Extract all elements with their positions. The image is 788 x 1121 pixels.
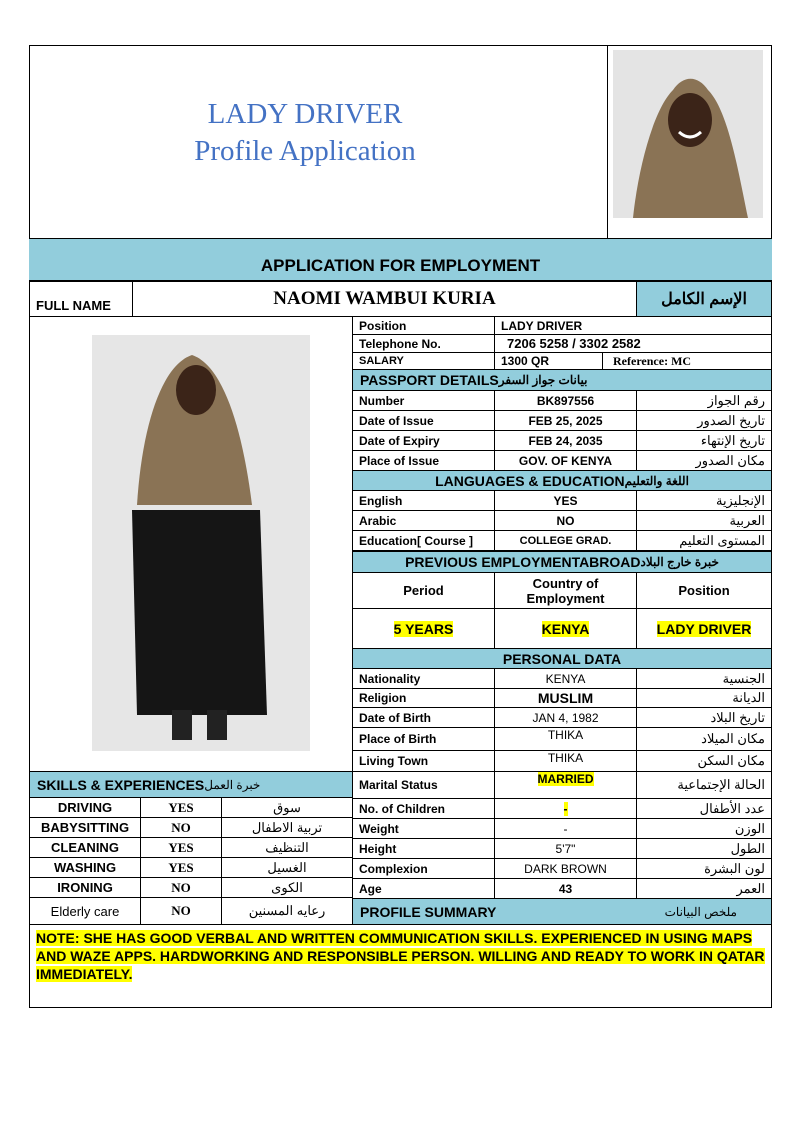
telephone-label: Telephone No. [352,334,495,353]
personal-row-label: Place of Birth [352,727,495,751]
personal-row-value: 43 [558,881,573,896]
personal-row-label: Complexion [352,858,495,879]
employment-position-cell [636,608,772,649]
skills-row-label-ar: تربية الاطفال [221,817,353,838]
salary-label: SALARY [352,352,495,370]
personal-row-label-ar: لون البشرة [636,858,772,879]
personal-row-label: Height [352,838,495,859]
title-line-2: Profile Application [194,135,416,167]
skills-row-label-ar: رعايه المسنين [221,897,353,925]
personal-row-label: Nationality [352,668,495,689]
personal-row-value-cell [494,727,637,751]
skills-row-label-ar: الغسيل [221,857,353,878]
languages-heading-ar: اللغة والتعليم [624,473,689,488]
full-name-label: FULL NAME [29,281,133,317]
personal-row-value-cell [494,858,637,879]
position-value: LADY DRIVER [494,316,772,335]
skills-heading-ar: خبرة العمل [204,777,261,792]
employment-heading [352,551,772,573]
employment-col-period: Period [352,572,495,609]
employment-col-position: Position [636,572,772,609]
language-row-value: YES [494,490,637,511]
full-body-image [92,335,310,751]
employment-heading-en: PREVIOUS EMPLOYMENTABROAD [405,554,641,570]
skills-row-label: CLEANING [29,837,141,858]
salary-value: 1300 QR [494,352,603,370]
skills-row-label-ar: الكوى [221,877,353,898]
personal-row-value: JAN 4, 1982 [532,710,599,725]
personal-row-value-cell [494,771,637,799]
passport-row-label: Date of Issue [352,410,495,431]
full-name-label-ar: الإسم الكامل [636,281,772,317]
personal-row-value: 5'7" [555,841,576,856]
personal-row-label: Age [352,878,495,899]
personal-row-value: THIKA [547,728,584,742]
personal-row-label-ar: تاريخ البلاد [636,707,772,728]
skills-row-label-ar: سوق [221,797,353,818]
personal-row-label: Living Town [352,750,495,772]
full-body-photo [92,335,310,751]
personal-row-label-ar: الوزن [636,818,772,839]
skills-row-value: NO [140,877,222,898]
skills-row-value: YES [140,797,222,818]
employment-heading-ar: خبرة خارج البلاد [640,555,719,569]
personal-row-label: No. of Children [352,798,495,819]
personal-row-label: Religion [352,688,495,708]
personal-row-label-ar: الديانة [636,688,772,708]
passport-row-label: Date of Expiry [352,430,495,451]
personal-row-value: - [563,801,568,816]
personal-row-value: KENYA [545,671,586,686]
personal-row-label-ar: الحالة الإجتماعية [636,771,772,799]
position-label: Position [352,316,495,335]
language-row-label: Arabic [352,510,495,531]
reference-value: Reference: MC [602,352,772,370]
personal-row-value: MARRIED [537,772,594,786]
personal-row-label: Date of Birth [352,707,495,728]
skills-row-label: DRIVING [29,797,141,818]
personal-heading [352,648,772,669]
personal-row-value: THIKA [547,751,584,765]
language-row-label: English [352,490,495,511]
passport-row-label: Place of Issue [352,450,495,471]
skills-row-value: NO [140,897,222,925]
personal-row-label-ar: العمر [636,878,772,899]
personal-row-value-cell [494,688,637,708]
passport-heading [352,369,772,391]
skills-row-label: Elderly care [29,897,141,925]
personal-row-value-cell [494,750,637,772]
personal-row-value-cell [494,878,637,899]
passport-row-label-ar: رقم الجواز [636,390,772,411]
employment-col-country: Country of Employment [494,572,637,609]
passport-row-label: Number [352,390,495,411]
skills-heading-en: SKILLS & EXPERIENCES [37,776,205,793]
employment-country: KENYA [541,620,590,637]
personal-row-label-ar: مكان الميلاد [636,727,772,751]
personal-row-label-ar: الجنسية [636,668,772,689]
personal-row-value: - [563,821,568,836]
employment-position: LADY DRIVER [656,620,752,637]
passport-row-value: FEB 25, 2025 [494,410,637,431]
skills-row-label: IRONING [29,877,141,898]
passport-row-label-ar: تاريخ الصدور [636,410,772,431]
personal-row-value-cell [494,818,637,839]
personal-row-label: Marital Status [352,771,495,799]
profile-note [36,929,766,983]
language-row-value: COLLEGE GRAD. [494,530,637,551]
language-row-label-ar: الإنجليزية [636,490,772,511]
personal-row-value-cell [494,798,637,819]
personal-row-label-ar: عدد الأطفال [636,798,772,819]
passport-row-label-ar: تاريخ الإنتهاء [636,430,772,451]
employment-period: 5 YEARS [393,620,454,637]
passport-row-value: BK897556 [494,390,637,411]
skills-row-label: BABYSITTING [29,817,141,838]
language-row-label: Education[ Course ] [352,530,495,551]
languages-heading-en: LANGUAGES & EDUCATION [435,472,625,489]
application-banner: APPLICATION FOR EMPLOYMENT [260,256,541,275]
personal-heading-en: PERSONAL DATA [502,650,622,667]
headshot-image [613,50,763,218]
personal-row-value: MUSLIM [537,690,594,706]
personal-row-label-ar: مكان السكن [636,750,772,772]
headshot-photo [607,45,772,238]
full-name-value: NAOMI WAMBUI KURIA [132,281,637,317]
passport-heading-en: PASSPORT DETAILS [360,372,499,388]
personal-row-value-cell [494,838,637,859]
language-row-label-ar: المستوى التعليم [636,530,772,551]
languages-heading [352,470,772,491]
skills-row-label-ar: التنظيف [221,837,353,858]
telephone-value: 7206 5258 / 3302 2582 [494,334,772,353]
passport-heading-ar: بيانات جواز السفر [498,373,588,387]
summary-heading [352,898,772,925]
employment-period-cell [352,608,495,649]
employment-country-cell [494,608,637,649]
summary-heading-ar: ملخص البيانات [664,904,737,919]
skills-heading [29,771,353,798]
language-row-value: NO [494,510,637,531]
passport-row-value: FEB 24, 2035 [494,430,637,451]
personal-row-value-cell [494,668,637,689]
skills-row-value: NO [140,817,222,838]
profile-note-text: NOTE: SHE HAS GOOD VERBAL AND WRITTEN COMMUNICATION SKILLS. EXPERIENCED IN USING MAPS AND WAZE APPS. HARDWORKING AND RESPONSIBLE PERSON. WILLING AND READY TO WORK IN QATAR IMMEDIATELY. [36,930,765,982]
passport-row-label-ar: مكان الصدور [636,450,772,471]
skills-row-value: YES [140,837,222,858]
personal-row-value: DARK BROWN [524,861,607,876]
document-title [140,96,470,170]
language-row-label-ar: العربية [636,510,772,531]
title-line-1: LADY DRIVER [207,98,403,130]
skills-row-label: WASHING [29,857,141,878]
summary-heading-en: PROFILE SUMMARY [360,903,497,920]
skills-row-value: YES [140,857,222,878]
passport-row-value: GOV. OF KENYA [494,450,637,471]
personal-row-label-ar: الطول [636,838,772,859]
personal-row-label: Weight [352,818,495,839]
personal-row-value-cell [494,707,637,728]
